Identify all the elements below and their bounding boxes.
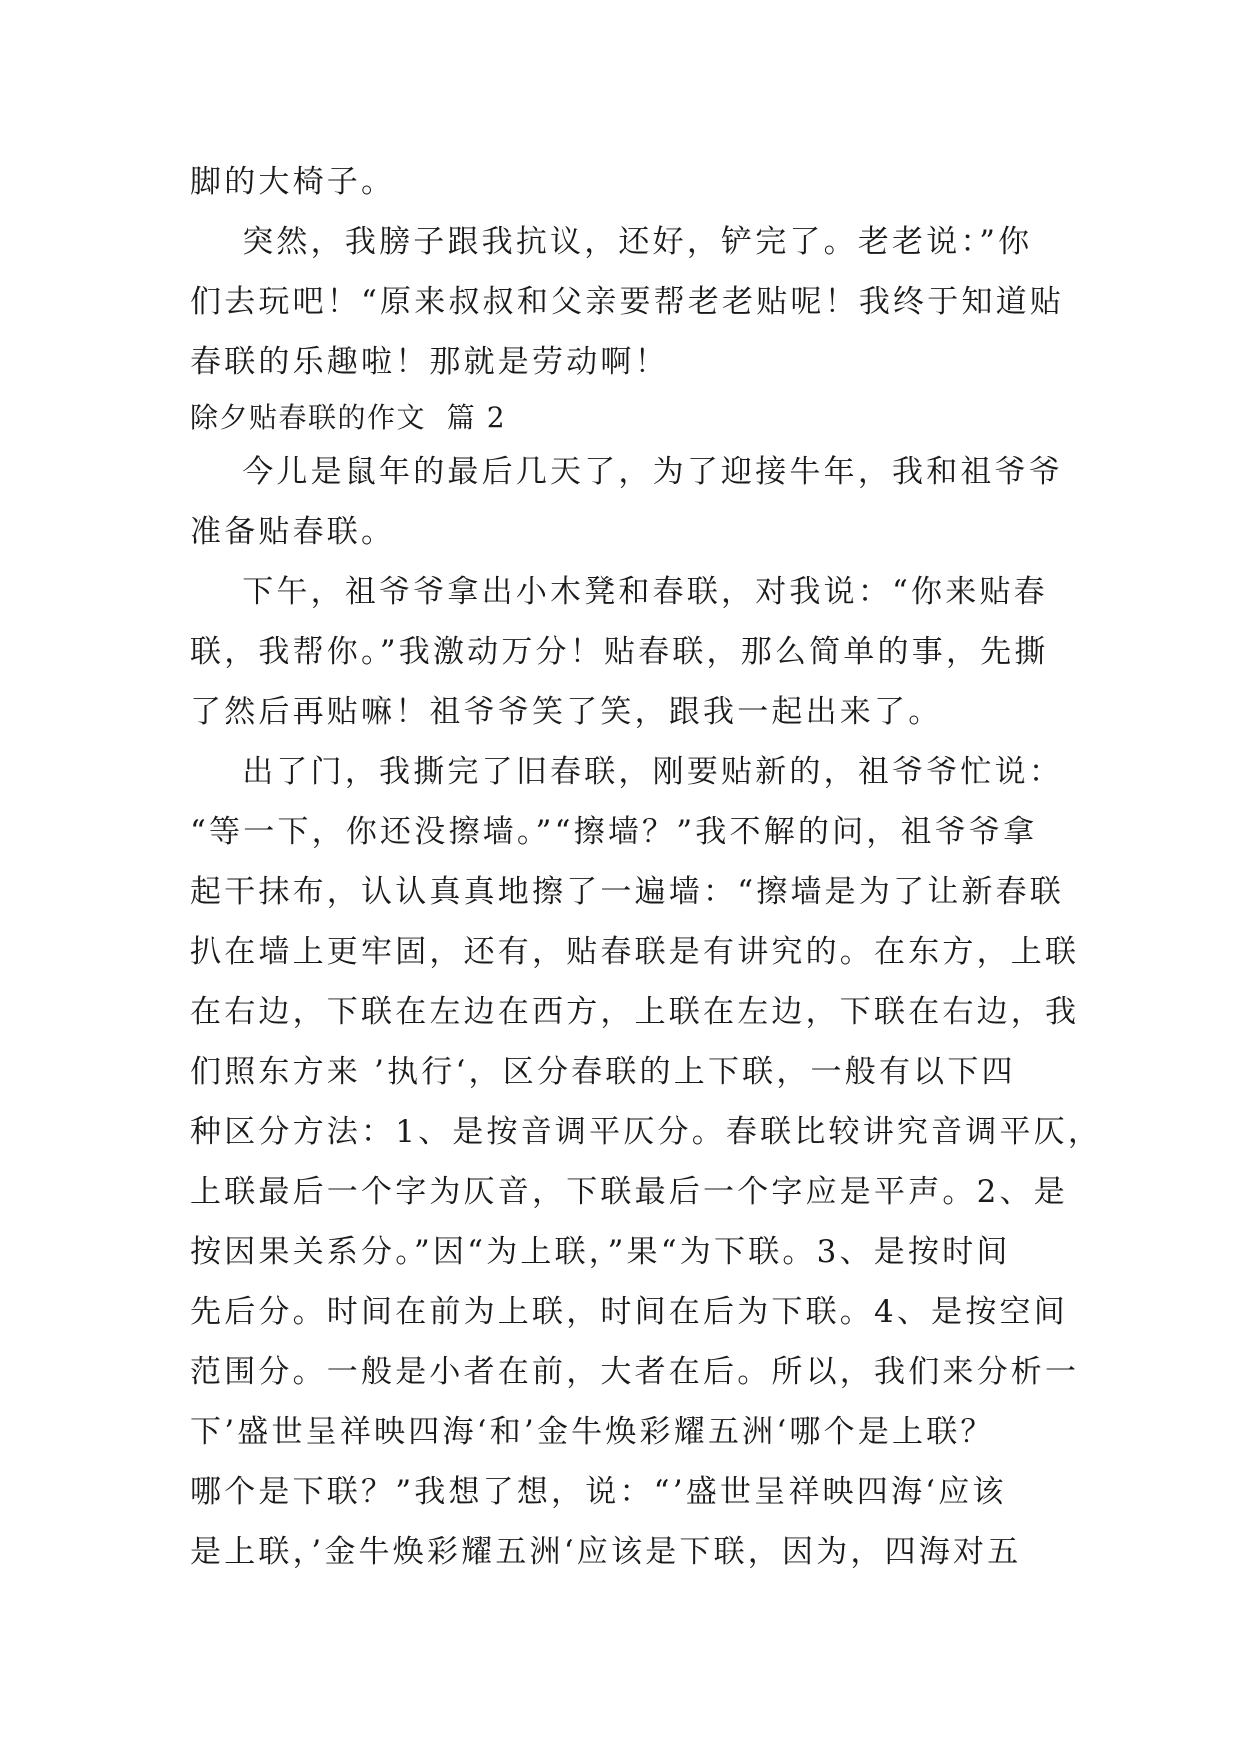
- text-line: 突然，我膀子跟我抗议，还好，铲完了。老老说：”你: [190, 224, 1033, 260]
- text-line: 们照东方来 ’执行‘，区分春联的上下联，一般有以下四: [190, 1054, 1016, 1090]
- text-line: 脚的大椅子。: [190, 164, 396, 200]
- text-line: 扒在墙上更牢固，还有，贴春联是有讲究的。在东方，上联: [190, 934, 1080, 970]
- text-line: 今儿是鼠年的最后几天了，为了迎接牛年，我和祖爷爷: [190, 454, 1064, 490]
- text-line: 是上联，’金牛焕彩耀五洲‘应该是下联，因为，四海对五: [190, 1534, 1022, 1570]
- text-line: 种区分方法：1、是按音调平仄分。春联比较讲究音调平仄，: [190, 1114, 1103, 1150]
- text-line: 准备贴春联。: [190, 514, 396, 550]
- text-line: “等一下，你还没擦墙。”“擦墙？”我不解的问，祖爷爷拿: [190, 814, 1038, 850]
- text-line: 先后分。时间在前为上联，时间在后为下联。4、是按空间: [190, 1294, 1068, 1330]
- text-line: 出了门，我撕完了旧春联，刚要贴新的，祖爷爷忙说：: [190, 754, 1064, 790]
- text-line: 按因果关系分。”因“为上联，”果“为下联。3、是按时间: [190, 1234, 1011, 1270]
- text-line: 上联最后一个字为仄音，下联最后一个字应是平声。2、是: [190, 1174, 1068, 1210]
- text-line: 哪个是下联？”我想了想，说：“’盛世呈祥映四海‘应该: [190, 1474, 1007, 1510]
- text-line: 起干抹布，认认真真地擦了一遍墙：“擦墙是为了让新春联: [190, 874, 1065, 910]
- text-line: 范围分。一般是小者在前，大者在后。所以，我们来分析一: [190, 1354, 1080, 1390]
- text-line: 联，我帮你。”我激动万分！贴春联，那么简单的事，先撕: [190, 634, 1049, 670]
- text-line: 们去玩吧！“原来叔叔和父亲要帮老老贴呢！我终于知道贴: [190, 284, 1065, 320]
- text-line: 春联的乐趣啦！那就是劳动啊！: [190, 344, 669, 380]
- text-line: 下午，祖爷爷拿出小木凳和春联，对我说：“你来贴春: [190, 574, 1048, 610]
- text-line: 下’盛世呈祥映四海‘和’金牛焕彩耀五洲‘哪个是上联？: [190, 1414, 995, 1450]
- text-line: 在右边，下联在左边在西方，上联在左边，下联在右边，我: [190, 994, 1080, 1030]
- text-line: 了然后再贴嘛！祖爷爷笑了笑，跟我一起出来了。: [190, 694, 943, 730]
- section-heading: 除夕贴春联的作文 篇 2: [190, 401, 507, 434]
